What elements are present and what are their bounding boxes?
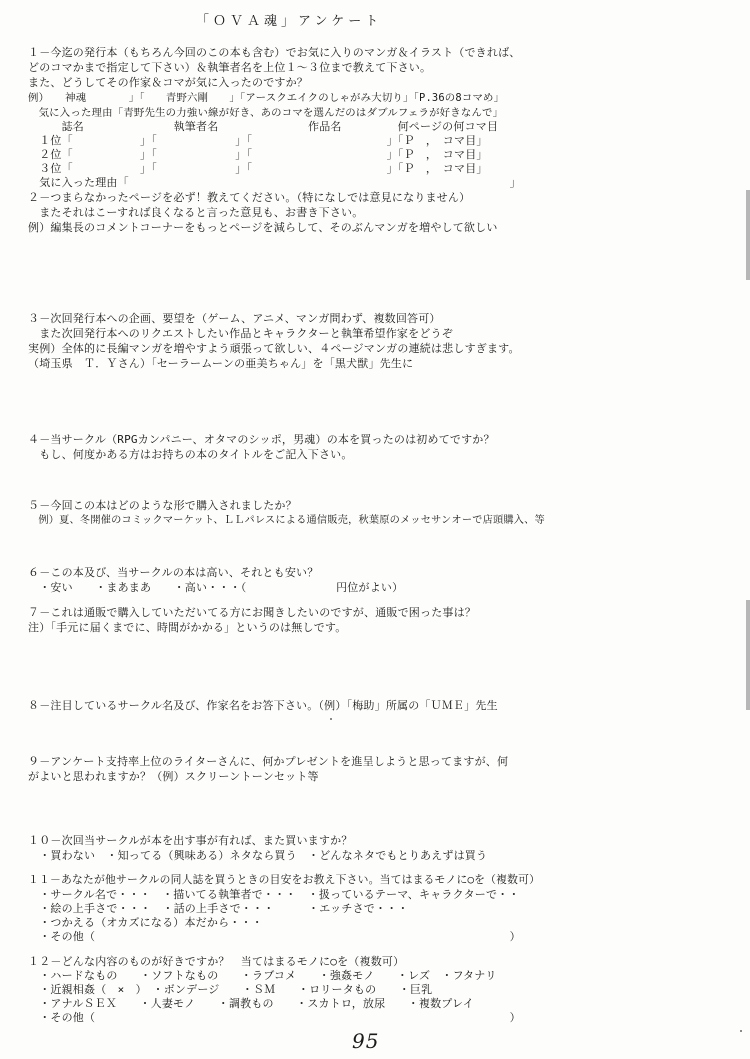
q11-options-row3[interactable]: ・つかえる（オカズになる）本だから・・・ — [28, 916, 263, 929]
scan-edge-shadow — [746, 190, 750, 280]
q5-example: 例）夏、冬開催のコミックマーケット、ＬＬパレスによる通信販売，秋葉原のメッセサンオーで店頭購入、等 — [28, 515, 545, 526]
q4-line1: ４－当サークル（RPGカンパニー、オタマのシッポ，男魂）の本を買ったのは初めてですか？ — [28, 433, 495, 446]
q5-line1: ５－今回この本はどのような形で購入されましたか？ — [28, 499, 297, 512]
q3-example2: （埼玉県 Ｔ．Ｙさん）「セーラームーンの亜美ちゃん」を「黒犬獣」先生に — [28, 357, 414, 370]
q1-line3: また、どうしてその作家＆コマが気に入ったのですか？ — [28, 76, 308, 89]
q1-reason-field[interactable]: 気に入った理由「 」 — [28, 176, 521, 189]
q11-options-row2[interactable]: ・絵の上手さで・・・ ・話の上手さで・・・ ・エッチさで・・・ — [28, 902, 409, 915]
q3-example: 実例）全体的に長編マンガを増やすよう頑張って欲しい、４ページマンガの連続は悲しすぎます。 — [28, 342, 520, 355]
scan-edge-shadow — [746, 600, 750, 710]
q12-line1: １２－どんな内容のものが好きですか？ 当てはまるモノに○を（複数可） — [28, 955, 405, 968]
q1-example: 例） 神魂 」「 青野六剛 」「アースクエイクのしゃがみ大切り」「P.36の8コマめ」 — [28, 92, 505, 104]
q2-line1: ２－つまらなかったページを必ず！教えてください。（特になしでは意見になりません） — [28, 191, 471, 204]
q7-line1: ７－これは通販で購入していただいてる方にお聞きしたいのですが、通販で困った事は？ — [28, 606, 476, 619]
q12-options-row1[interactable]: ・ハードなもの ・ソフトなもの ・ラブコメ ・強姦モノ ・レズ ・フタナリ — [28, 969, 497, 982]
q1-rank2-row[interactable]: ２位「 」「 」「 」「Ｐ ， コマ目」 — [28, 148, 488, 161]
scan-speck — [330, 718, 332, 720]
page-title: 「ＯＶＡ魂」アンケート — [196, 14, 383, 29]
q12-other-field[interactable]: ・その他（ ） — [28, 1011, 521, 1024]
q4-line2: もし、何度かある方はお持ちの本のタイトルをご記入下さい。 — [28, 448, 353, 461]
q12-options-row2[interactable]: ・近親相姦（ × ） ・ボンデージ ・ＳＭ ・ロリータもの ・巨乳 — [28, 983, 433, 996]
q2-line2: またそれはこーすれば良くなると言った意見も、お書き下さい。 — [28, 206, 364, 219]
q11-other-field[interactable]: ・その他（ ） — [28, 930, 521, 943]
q8-line1: ８－注目しているサークル名及び、作家名をお答下さい。（例）「梅助」所属の「ＵＭＥ」先生 — [28, 699, 498, 712]
q1-rank3-row[interactable]: ３位「 」「 」「 」「Ｐ ， コマ目」 — [28, 162, 488, 175]
q9-line2: がよいと思われますか？（例）スクリーントーンセット等 — [28, 770, 319, 783]
q9-line1: ９－アンケート支持率上位のライターさんに、何かプレゼントを進呈しようと思ってますが、何 — [28, 755, 509, 768]
q11-options-row1[interactable]: ・サークル名で・・・ ・描いてる執筆者で・・・ ・扱っているテーマ、キャラクターで・・ — [28, 888, 520, 901]
q11-line1: １１－あなたが他サークルの同人誌を買うときの目安をお教え下さい。当てはまるモノに○を（複数可） — [28, 873, 541, 886]
q10-line1: １０－次回当サークルが本を出す事が有れば、また買いますか？ — [28, 834, 353, 847]
q3-line1: ３－次回発行本への企画、要望を（ゲーム、アニメ、マンガ問わず、複数回答可） — [28, 312, 441, 325]
q6-line1: ６－この本及び、当サークルの本は高い、それとも安い？ — [28, 566, 319, 579]
q2-example: 例）編集長のコメントコーナーをもっとページを減らして、そのぶんマンガを増やして欲しい — [28, 221, 498, 234]
q1-example-reason: 気に入った理由「青野先生の力強い線が好き、あのコマを選んだのはダブルフェラが好きなんで」 — [28, 107, 504, 119]
q7-note: 注）「手元に届くまでに、時間がかかる」というのは無しです。 — [28, 621, 347, 634]
q10-options[interactable]: ・買わない ・知ってる（興味ある）ネタなら買う ・どんなネタでもとりあえずは買う — [28, 849, 488, 862]
q3-line2: また次回発行本へのリクエストしたい作品とキャラクターと執筆希望作家をどうぞ — [28, 327, 453, 340]
q1-headers: 誌名 執筆者名 作品名 何ページの何コマ目 — [28, 120, 499, 133]
page-number: 95 — [352, 1029, 380, 1053]
q6-options[interactable]: ・安い ・まあまあ ・高い・・・（ 円位がよい） — [28, 581, 404, 594]
q1-rank1-row[interactable]: １位「 」「 」「 」「Ｐ ， コマ目」 — [28, 134, 488, 147]
q1-line1: １－今迄の発行本（もちろん今回のこの本も含む）でお気に入りのマンガ＆イラスト（できれば、 — [28, 46, 521, 59]
q1-line2: どのコマかまで指定して下さい）＆執筆者名を上位１～３位まで教えて下さい。 — [28, 61, 432, 74]
q12-options-row3[interactable]: ・アナルＳＥＸ ・人妻モノ ・調教もの ・スカトロ，放尿 ・複数プレイ — [28, 997, 474, 1010]
scan-speck — [740, 1030, 742, 1032]
